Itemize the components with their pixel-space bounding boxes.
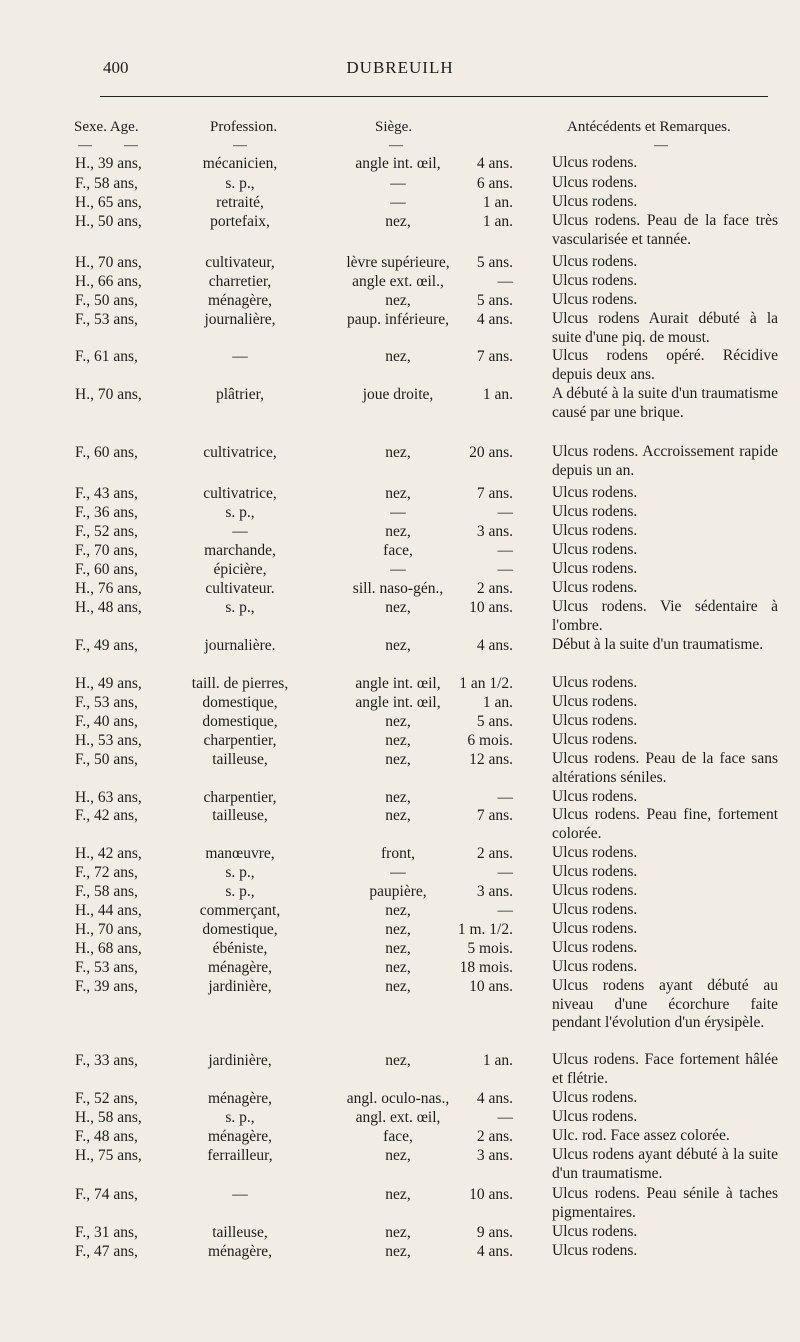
cell-siege: front,	[380, 845, 416, 862]
cell-siege: nez,	[385, 637, 411, 654]
cell-sexe-age: H., 68 ans,	[75, 940, 142, 957]
cell-sexe-age: F., 60 ans,	[75, 561, 138, 578]
cell-sexe-age: F., 58 ans,	[75, 883, 138, 900]
cell-remarques: Ulc. rod. Face assez colorée.	[552, 1127, 730, 1144]
cell-duree: 1 an.	[482, 194, 513, 211]
cell-sexe-age: F., 33 ans,	[75, 1052, 138, 1069]
cell-siege: nez,	[385, 213, 411, 230]
cell-duree: 4 ans.	[476, 1090, 513, 1107]
cell-siege: nez,	[385, 485, 411, 502]
cell-siege: joue droite,	[362, 386, 434, 403]
cell-siege: nez,	[385, 1224, 411, 1241]
cell-siege: angl. ext. œil,	[355, 1109, 441, 1126]
cell-siege: paupière,	[369, 883, 427, 900]
cell-duree: 4 ans.	[476, 637, 513, 654]
table-row	[0, 291, 800, 310]
table-row	[0, 1127, 800, 1146]
cell-siege: paup. inférieure,	[347, 311, 449, 328]
cell-siege: nez,	[385, 348, 411, 365]
cell-duree: 2 ans.	[476, 580, 513, 597]
cell-duree: 4 ans.	[476, 1243, 513, 1260]
cell-profession: marchande,	[204, 542, 276, 559]
cell-siege: nez,	[385, 940, 411, 957]
cell-sexe-age: H., 42 ans,	[75, 845, 142, 862]
cell-duree: 10 ans.	[469, 978, 513, 995]
cell-remarques: Ulcus rodens.	[552, 958, 638, 975]
cell-sexe-age: F., 42 ans,	[75, 807, 138, 824]
table-row	[0, 212, 800, 253]
cell-duree: 1 an.	[482, 386, 513, 403]
cell-profession: domestique,	[202, 713, 278, 730]
table-row	[0, 541, 800, 560]
cell-siege: angle int. œil,	[355, 155, 441, 172]
cell-sexe-age: F., 47 ans,	[75, 1243, 138, 1260]
cell-remarques: Ulcus rodens. Peau de la face très vascularisée et tannée.	[552, 212, 778, 248]
table-row	[0, 674, 800, 693]
cell-duree: 10 ans.	[469, 599, 513, 616]
cell-remarques: Ulcus rodens.	[552, 693, 638, 710]
table-row	[0, 1051, 800, 1089]
cell-duree: 9 ans.	[476, 1224, 513, 1241]
table-row	[0, 901, 800, 920]
dash-sexe: —	[78, 138, 92, 153]
cell-sexe-age: H., 70 ans,	[75, 386, 142, 403]
cell-remarques: Ulcus rodens.	[552, 712, 638, 729]
cell-sexe-age: H., 76 ans,	[75, 580, 142, 597]
cell-profession: jardinière,	[208, 1052, 272, 1069]
cell-remarques: Ulcus rodens ayant débuté au niveau d'une écorchure faite pendant l'évolution d'un érysipèle.	[552, 977, 778, 1031]
cell-duree: 4 ans.	[476, 155, 513, 172]
cell-siege: nez,	[385, 751, 411, 768]
cell-siege: —	[390, 504, 406, 521]
cell-sexe-age: F., 49 ans,	[75, 637, 138, 654]
column-header-sexe-age: Sexe. Age.	[74, 119, 139, 135]
cell-siege: nez,	[385, 599, 411, 616]
cell-remarques: Ulcus rodens.	[552, 1089, 638, 1106]
cell-profession: —	[232, 1186, 248, 1203]
cell-profession: journalière,	[204, 311, 276, 328]
cell-remarques: Ulcus rodens.	[552, 731, 638, 748]
cell-sexe-age: H., 65 ans,	[75, 194, 142, 211]
cell-sexe-age: H., 49 ans,	[75, 675, 142, 692]
cell-sexe-age: F., 72 ans,	[75, 864, 138, 881]
cell-sexe-age: H., 48 ans,	[75, 599, 142, 616]
cell-profession: charpentier,	[203, 732, 277, 749]
cell-siege: sill. naso-gén.,	[352, 580, 444, 597]
cell-profession: cultivateur.	[205, 580, 275, 597]
cell-remarques: Ulcus rodens.	[552, 863, 638, 880]
table-row	[0, 1146, 800, 1185]
cell-profession: —	[232, 348, 248, 365]
table-row	[0, 310, 800, 347]
cell-sexe-age: H., 70 ans,	[75, 921, 142, 938]
column-header-profession: Profession.	[210, 119, 278, 135]
cell-sexe-age: H., 58 ans,	[75, 1109, 142, 1126]
cell-siege: nez,	[385, 789, 411, 806]
cell-remarques: Ulcus rodens. Vie sédentaire à l'ombre.	[552, 598, 778, 634]
cell-sexe-age: F., 50 ans,	[75, 292, 138, 309]
table-row	[0, 443, 800, 484]
cell-remarques: Ulcus rodens.	[552, 1242, 638, 1259]
page-header	[0, 58, 800, 84]
cell-profession: portefaix,	[210, 213, 270, 230]
table-row	[0, 560, 800, 579]
cell-remarques: Ulcus rodens.	[552, 1108, 638, 1125]
cell-profession: ménagère,	[207, 1243, 273, 1260]
cell-remarques: Ulcus rodens.	[552, 920, 638, 937]
table-row	[0, 347, 800, 385]
cell-remarques: Début à la suite d'un traumatisme.	[552, 636, 764, 653]
table-row	[0, 522, 800, 541]
cell-siege: —	[390, 864, 406, 881]
cell-duree: 20 ans.	[469, 444, 513, 461]
cell-profession: domestique,	[202, 694, 278, 711]
cell-remarques: Ulcus rodens.	[552, 939, 638, 956]
table-row	[0, 731, 800, 750]
cell-remarques: Ulcus rodens.	[552, 1223, 638, 1240]
cell-siege: nez,	[385, 1186, 411, 1203]
cell-profession: s. p.,	[225, 864, 255, 881]
cell-duree: —	[497, 1109, 513, 1126]
table-row	[0, 712, 800, 731]
cell-profession: manœuvre,	[205, 845, 275, 862]
cell-remarques: Ulcus rodens opéré. Récidive depuis deux ans.	[552, 347, 778, 383]
cell-siege: nez,	[385, 921, 411, 938]
cell-duree: 2 ans.	[476, 845, 513, 862]
cell-profession: ébéniste,	[212, 940, 268, 957]
cell-profession: ménagère,	[207, 1128, 273, 1145]
cell-remarques: Ulcus rodens.	[552, 788, 638, 805]
cell-duree: 6 mois.	[467, 732, 513, 749]
cell-remarques: Ulcus rodens. Face fortement hâlée et flétrie.	[552, 1051, 778, 1087]
cell-profession: s. p.,	[225, 883, 255, 900]
cell-sexe-age: H., 39 ans,	[75, 155, 142, 172]
table-row	[0, 750, 800, 788]
cell-sexe-age: H., 66 ans,	[75, 273, 142, 290]
cell-remarques: Ulcus rodens. Peau sénile à taches pigmentaires.	[552, 1185, 778, 1221]
page-number: 400	[103, 58, 129, 77]
cell-sexe-age: F., 43 ans,	[75, 485, 138, 502]
table-row	[0, 272, 800, 291]
table-row	[0, 253, 800, 272]
cell-duree: 3 ans.	[476, 523, 513, 540]
cell-siege: nez,	[385, 523, 411, 540]
cell-duree: 5 ans.	[476, 292, 513, 309]
cell-sexe-age: F., 53 ans,	[75, 959, 138, 976]
cell-duree: 6 ans.	[476, 175, 513, 192]
cell-profession: domestique,	[202, 921, 278, 938]
cell-duree: 5 ans.	[476, 713, 513, 730]
table-row	[0, 1223, 800, 1242]
cell-duree: —	[497, 273, 513, 290]
dash-age: —	[124, 138, 138, 153]
cell-siege: nez,	[385, 444, 411, 461]
cell-duree: —	[497, 542, 513, 559]
cell-sexe-age: H., 75 ans,	[75, 1147, 142, 1164]
cell-sexe-age: H., 63 ans,	[75, 789, 142, 806]
table-row	[0, 693, 800, 712]
table-row	[0, 1089, 800, 1108]
cell-sexe-age: F., 40 ans,	[75, 713, 138, 730]
table-row	[0, 806, 800, 844]
table-row	[0, 174, 800, 193]
cell-duree: —	[497, 504, 513, 521]
cell-profession: ménagère,	[207, 959, 273, 976]
cell-duree: 1 an.	[482, 1052, 513, 1069]
cell-siege: —	[390, 561, 406, 578]
cell-profession: épicière,	[213, 561, 267, 578]
table-row	[0, 484, 800, 503]
cell-duree: 10 ans.	[469, 1186, 513, 1203]
cell-profession: s. p.,	[225, 599, 255, 616]
cell-siege: —	[390, 175, 406, 192]
cell-siege: nez,	[385, 732, 411, 749]
cell-profession: ménagère,	[207, 292, 273, 309]
column-header-dashes	[0, 138, 800, 154]
cell-profession: —	[232, 523, 248, 540]
cell-duree: 1 an.	[482, 694, 513, 711]
cell-profession: cultivateur,	[205, 254, 275, 271]
cell-profession: cultivatrice,	[203, 485, 277, 502]
cell-remarques: Ulcus rodens ayant débuté à la suite d'un traumatisme.	[552, 1146, 778, 1182]
cell-duree: —	[497, 902, 513, 919]
cell-remarques: Ulcus rodens.	[552, 253, 638, 270]
table-row	[0, 977, 800, 1051]
table-row	[0, 939, 800, 958]
cell-duree: 3 ans.	[476, 883, 513, 900]
cell-remarques: Ulcus rodens. Peau de la face sans altérations séniles.	[552, 750, 778, 786]
table-row	[0, 844, 800, 863]
cell-profession: charpentier,	[203, 789, 277, 806]
cell-remarques: A débuté à la suite d'un traumatisme causé par une brique.	[552, 385, 778, 421]
column-header-siege: Siège.	[375, 119, 413, 135]
cell-siege: nez,	[385, 807, 411, 824]
cell-profession: s. p.,	[225, 1109, 255, 1126]
dash-remarques: —	[654, 138, 668, 153]
column-headers	[0, 119, 800, 139]
cell-sexe-age: F., 52 ans,	[75, 523, 138, 540]
cell-duree: —	[497, 864, 513, 881]
table-row	[0, 598, 800, 636]
cell-siege: —	[390, 194, 406, 211]
cell-sexe-age: H., 53 ans,	[75, 732, 142, 749]
cell-profession: mécanicien,	[202, 155, 278, 172]
cell-duree: 4 ans.	[476, 311, 513, 328]
cell-siege: nez,	[385, 713, 411, 730]
cell-sexe-age: F., 58 ans,	[75, 175, 138, 192]
cell-sexe-age: F., 48 ans,	[75, 1128, 138, 1145]
cell-remarques: Ulcus rodens.	[552, 882, 638, 899]
table-row	[0, 882, 800, 901]
table-row	[0, 154, 800, 174]
cell-profession: s. p.,	[225, 504, 255, 521]
cell-remarques: Ulcus rodens.	[552, 193, 638, 210]
cell-siege: angle int. œil,	[355, 675, 441, 692]
cell-duree: 1 m. 1/2.	[457, 921, 513, 938]
cell-sexe-age: F., 61 ans,	[75, 348, 138, 365]
case-table	[0, 154, 800, 1261]
table-row	[0, 920, 800, 939]
cell-siege: face,	[383, 542, 413, 559]
dash-siege: —	[389, 138, 403, 153]
cell-profession: tailleuse,	[212, 1224, 268, 1241]
cell-siege: lèvre supérieure,	[346, 254, 450, 271]
cell-siege: face,	[383, 1128, 413, 1145]
cell-sexe-age: F., 70 ans,	[75, 542, 138, 559]
cell-sexe-age: H., 50 ans,	[75, 213, 142, 230]
table-row	[0, 579, 800, 598]
cell-remarques: Ulcus rodens.	[552, 560, 638, 577]
cell-sexe-age: H., 70 ans,	[75, 254, 142, 271]
cell-duree: 5 mois.	[467, 940, 513, 957]
cell-remarques: Ulcus rodens.	[552, 844, 638, 861]
cell-profession: ferrailleur,	[207, 1147, 273, 1164]
table-row	[0, 1185, 800, 1223]
table-row	[0, 385, 800, 443]
dash-profession: —	[233, 138, 247, 153]
cell-siege: nez,	[385, 1052, 411, 1069]
cell-duree: 7 ans.	[476, 485, 513, 502]
cell-siege: nez,	[385, 1147, 411, 1164]
cell-siege: nez,	[385, 1243, 411, 1260]
cell-profession: retraité,	[216, 194, 264, 211]
cell-remarques: Ulcus rodens. Accroissement rapide depuis un an.	[552, 443, 778, 479]
cell-duree: 1 an.	[482, 213, 513, 230]
cell-remarques: Ulcus rodens. Peau fine, fortement colorée.	[552, 806, 778, 842]
cell-profession: tailleuse,	[212, 807, 268, 824]
cell-remarques: Ulcus rodens.	[552, 484, 638, 501]
cell-remarques: Ulcus rodens.	[552, 154, 638, 171]
cell-duree: 2 ans.	[476, 1128, 513, 1145]
table-row	[0, 636, 800, 674]
cell-sexe-age: F., 53 ans,	[75, 311, 138, 328]
cell-siege: angle int. œil,	[355, 694, 441, 711]
cell-sexe-age: F., 53 ans,	[75, 694, 138, 711]
table-row	[0, 193, 800, 212]
cell-remarques: Ulcus rodens.	[552, 579, 638, 596]
cell-siege: nez,	[385, 959, 411, 976]
column-header-remarques: Antécédents et Remarques.	[567, 119, 731, 135]
cell-duree: 7 ans.	[476, 348, 513, 365]
cell-duree: —	[497, 561, 513, 578]
cell-profession: ménagère,	[207, 1090, 273, 1107]
header-rule	[100, 96, 768, 97]
cell-sexe-age: F., 52 ans,	[75, 1090, 138, 1107]
cell-duree: 7 ans.	[476, 807, 513, 824]
cell-sexe-age: F., 60 ans,	[75, 444, 138, 461]
cell-remarques: Ulcus rodens.	[552, 291, 638, 308]
cell-sexe-age: F., 39 ans,	[75, 978, 138, 995]
cell-profession: journalière.	[204, 637, 276, 654]
cell-remarques: Ulcus rodens.	[552, 674, 638, 691]
table-row	[0, 863, 800, 882]
cell-sexe-age: F., 31 ans,	[75, 1224, 138, 1241]
cell-profession: commerçant,	[199, 902, 281, 919]
cell-siege: angle ext. œil.,	[352, 273, 444, 290]
cell-duree: 1 an 1/2.	[459, 675, 513, 692]
cell-remarques: Ulcus rodens.	[552, 522, 638, 539]
cell-profession: charretier,	[208, 273, 272, 290]
cell-duree: —	[497, 789, 513, 806]
cell-remarques: Ulcus rodens.	[552, 174, 638, 191]
cell-sexe-age: F., 36 ans,	[75, 504, 138, 521]
table-row	[0, 1108, 800, 1127]
cell-remarques: Ulcus rodens.	[552, 272, 638, 289]
cell-sexe-age: H., 44 ans,	[75, 902, 142, 919]
cell-profession: jardinière,	[208, 978, 272, 995]
table-row	[0, 503, 800, 522]
table-row	[0, 1242, 800, 1261]
cell-remarques: Ulcus rodens Aurait débuté à la suite d'une piq. de moust.	[552, 310, 778, 346]
table-row	[0, 958, 800, 977]
cell-sexe-age: F., 74 ans,	[75, 1186, 138, 1203]
cell-profession: taill. de pierres,	[191, 675, 289, 692]
cell-remarques: Ulcus rodens.	[552, 503, 638, 520]
cell-duree: 18 mois.	[459, 959, 513, 976]
cell-profession: tailleuse,	[212, 751, 268, 768]
cell-profession: cultivatrice,	[203, 444, 277, 461]
cell-remarques: Ulcus rodens.	[552, 541, 638, 558]
table-row	[0, 788, 800, 806]
cell-siege: nez,	[385, 902, 411, 919]
cell-duree: 5 ans.	[476, 254, 513, 271]
cell-siege: angl. oculo-nas.,	[346, 1090, 450, 1107]
cell-siege: nez,	[385, 292, 411, 309]
cell-duree: 12 ans.	[469, 751, 513, 768]
cell-profession: plâtrier,	[215, 386, 265, 403]
cell-profession: s. p.,	[225, 175, 255, 192]
running-title: DUBREUILH	[346, 58, 454, 77]
cell-siege: nez,	[385, 978, 411, 995]
cell-sexe-age: F., 50 ans,	[75, 751, 138, 768]
cell-duree: 3 ans.	[476, 1147, 513, 1164]
cell-remarques: Ulcus rodens.	[552, 901, 638, 918]
